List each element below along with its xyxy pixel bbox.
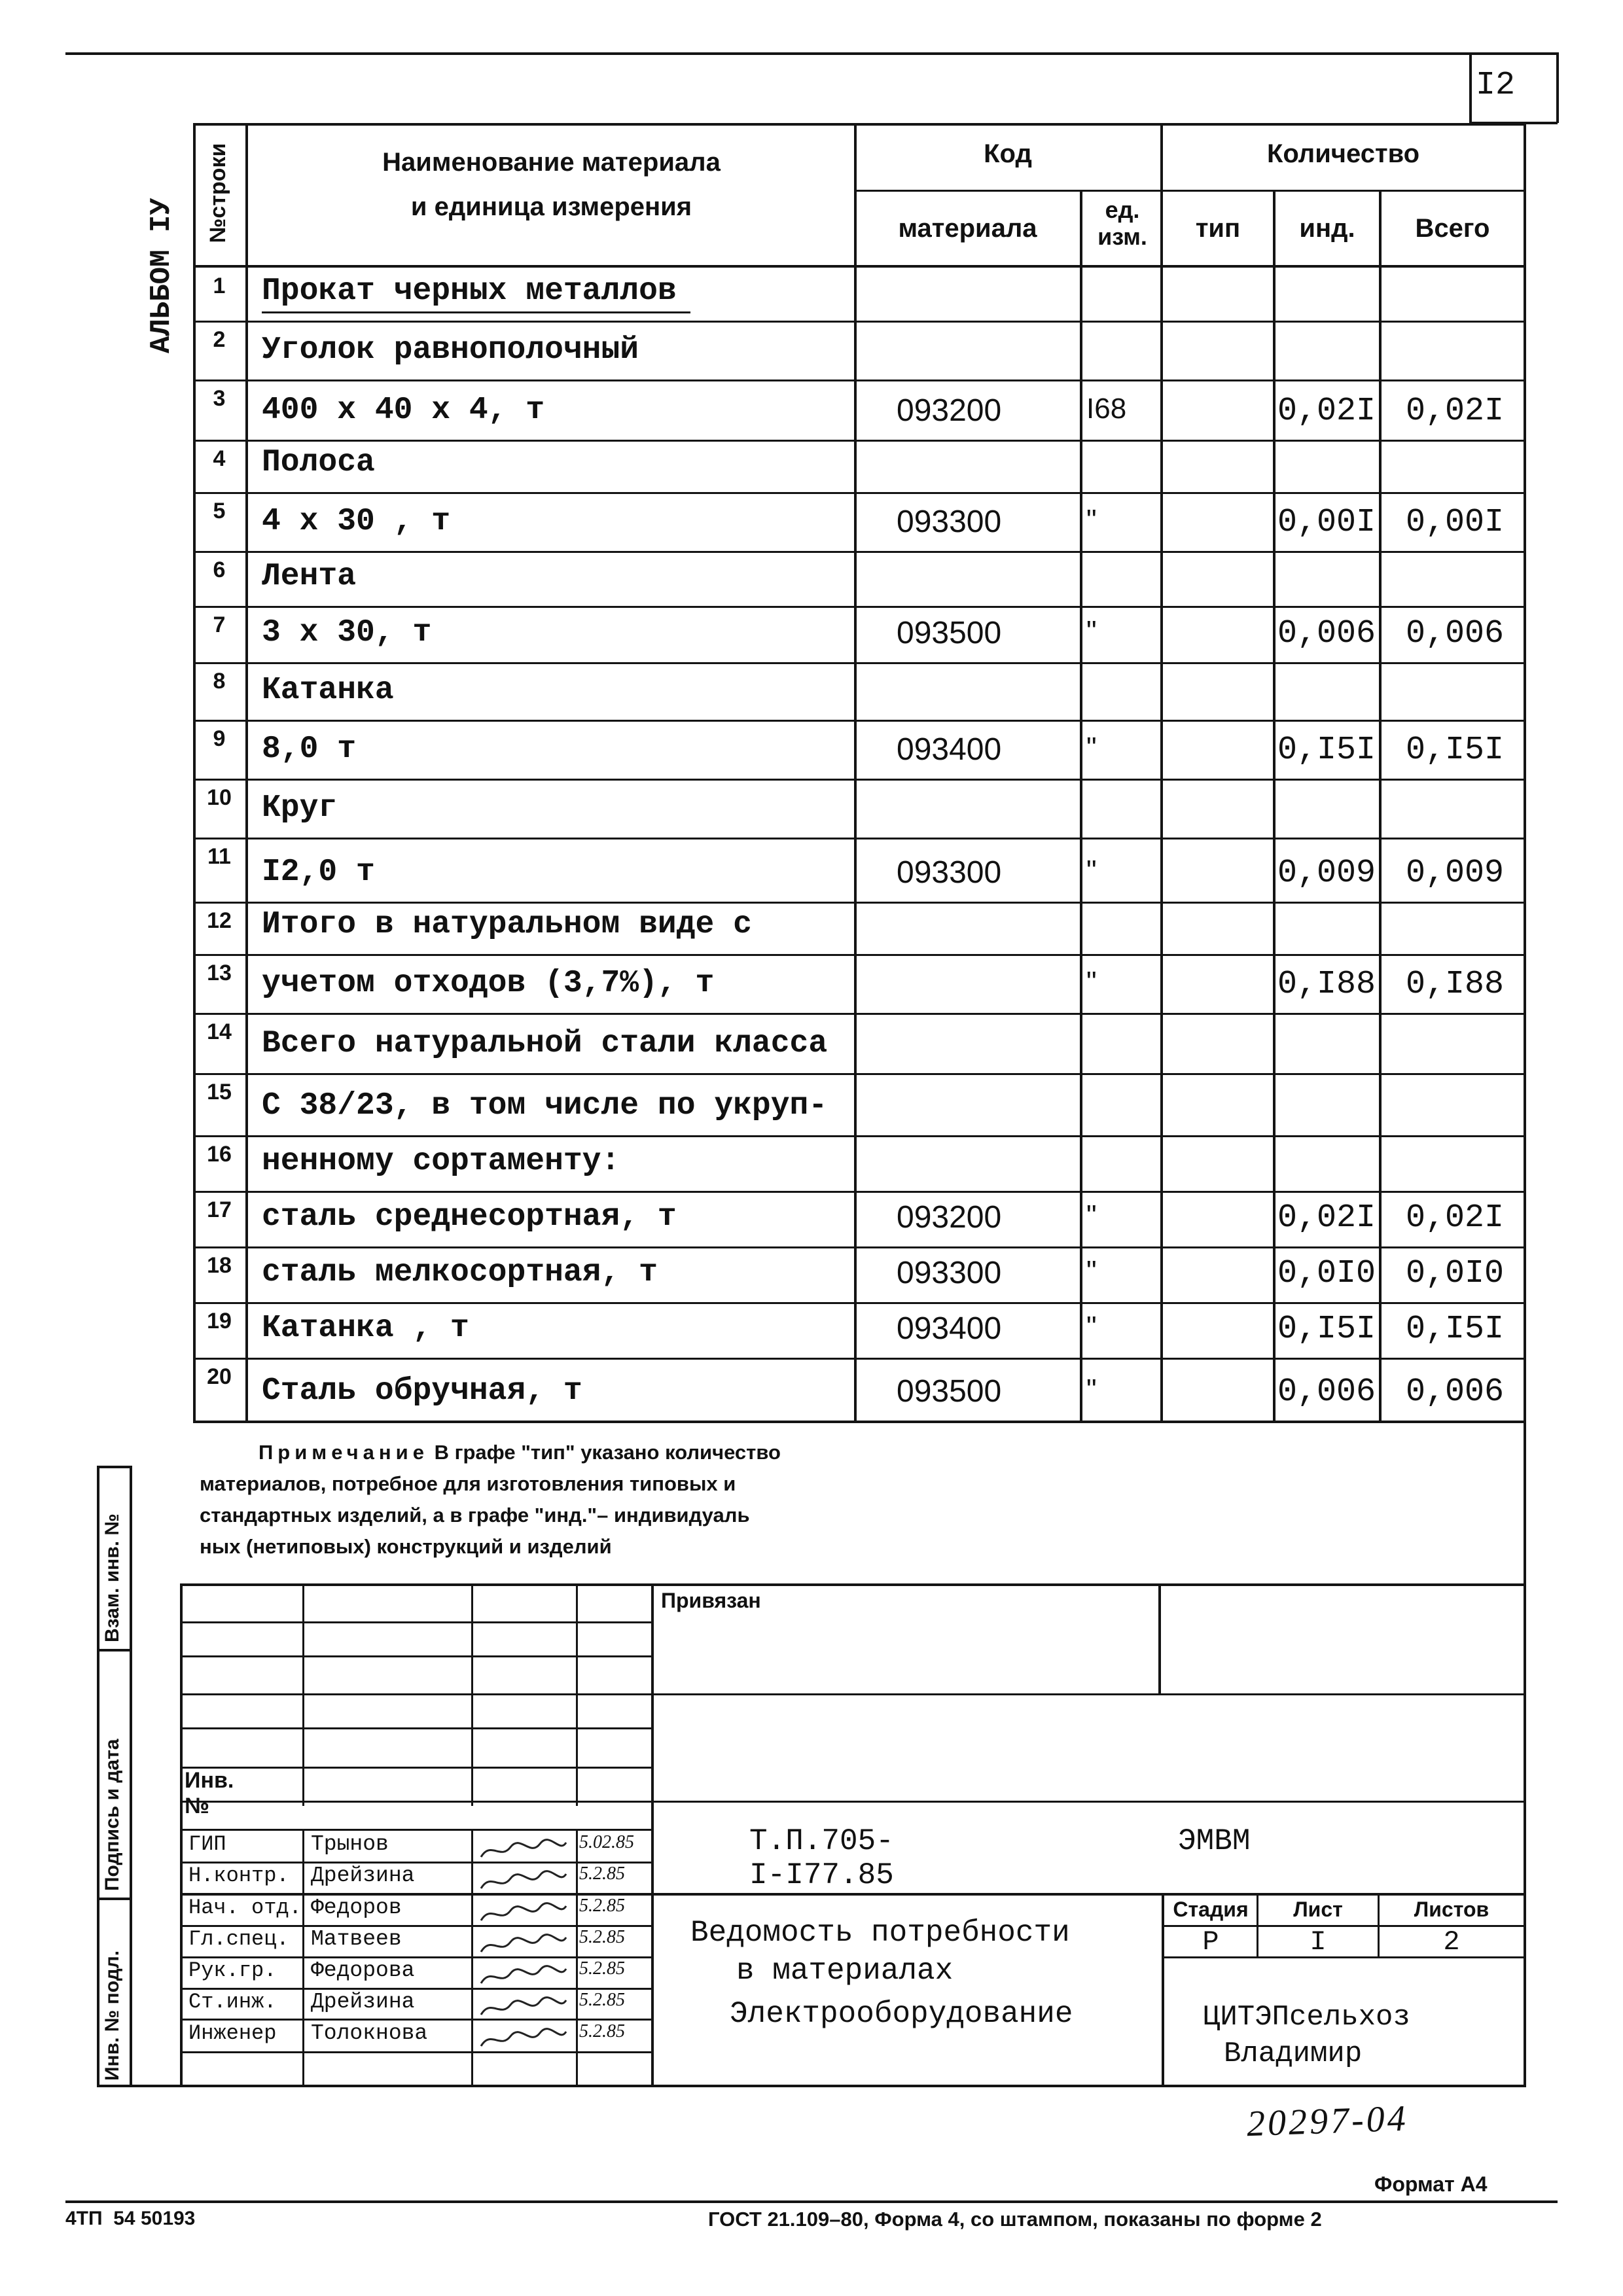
row-divider <box>193 838 1526 839</box>
table-left-border <box>193 123 196 1422</box>
signature <box>478 1901 569 1930</box>
tb-h13 <box>180 2019 651 2021</box>
row-unit: " <box>1086 615 1097 647</box>
row-code: 093200 <box>897 1200 1002 1235</box>
row-code: 093300 <box>897 855 1002 890</box>
table-right-border <box>1524 123 1526 1422</box>
row-name: С 38/23, в том числе по укруп- <box>262 1088 828 1123</box>
staff-role: Гл.спец. <box>188 1927 289 1951</box>
row-divider <box>193 492 1526 494</box>
row-total: 0,00I <box>1406 504 1505 541</box>
staff-role: Нач. отд. <box>188 1896 302 1920</box>
row-unit: " <box>1086 855 1097 887</box>
privyazan-label: Привязан <box>661 1589 761 1612</box>
row-divider <box>193 662 1526 664</box>
row-code: 093400 <box>897 1311 1002 1346</box>
row-name: Сталь обручная, т <box>262 1373 582 1409</box>
row-code: 093300 <box>897 504 1002 539</box>
row-number: 20 <box>207 1364 232 1389</box>
row-total: 0,009 <box>1406 855 1505 892</box>
tb-privyazan-div <box>1158 1583 1161 1695</box>
staff-role: Рук.гр. <box>188 1958 277 1983</box>
note-line-4: ных (нетиповых) конструкций и изделий <box>200 1535 612 1558</box>
stage-box-left <box>1162 1893 1164 2086</box>
tb-left <box>180 1583 183 2087</box>
row-number: 19 <box>207 1309 232 1333</box>
row-divider <box>193 1246 1526 1248</box>
row-number: 10 <box>207 785 232 810</box>
row-divider <box>193 954 1526 956</box>
row-code: 093300 <box>897 1256 1002 1290</box>
table-top-border <box>193 123 1526 126</box>
staff-date: 5.2.85 <box>579 1927 625 1947</box>
row-unit: " <box>1086 1199 1097 1231</box>
org-line1: ЦИТЭПсельхоз <box>1203 2001 1410 2034</box>
album-label: АЛЬБОМ IУ <box>145 198 178 353</box>
header-name-line1: Наименование материала <box>382 148 721 177</box>
row-number: 9 <box>213 726 226 751</box>
staff-name: Федоров <box>311 1896 402 1920</box>
col-code-right <box>1080 190 1082 1422</box>
header-code: Код <box>984 139 1032 168</box>
staff-date: 5.2.85 <box>579 1990 625 2010</box>
side-label-podpis: Подпись и дата <box>101 1739 123 1891</box>
row-number: 16 <box>207 1142 232 1167</box>
row-number: 2 <box>213 327 226 352</box>
org-line2: Владимир <box>1224 2038 1363 2070</box>
row-name: 400 х 40 х 4, т <box>262 393 545 428</box>
staff-date: 5.2.85 <box>579 1958 625 1979</box>
tb-right <box>1524 1583 1526 2087</box>
staff-name: Федорова <box>311 1958 415 1983</box>
sheet-number: I2 <box>1476 67 1516 104</box>
row-unit: " <box>1086 732 1097 764</box>
row-total: 0,0I0 <box>1406 1255 1505 1292</box>
row-divider <box>193 902 1526 904</box>
staff-name: Трынов <box>311 1832 389 1856</box>
side-strip-div2 <box>97 1898 132 1900</box>
side-strip-left <box>97 1466 99 2087</box>
side-strip-bottom <box>97 2085 132 2087</box>
row-number: 6 <box>213 557 226 582</box>
sheet-label: Лист <box>1293 1898 1343 1921</box>
staff-name: Дрейзина <box>311 1863 415 1888</box>
tb-h1 <box>180 1621 651 1623</box>
staff-role: ГИП <box>188 1832 226 1856</box>
row-name: сталь мелкосортная, т <box>262 1255 658 1290</box>
side-strip-div1 <box>97 1649 132 1651</box>
header-qty-total: Всего <box>1415 214 1490 243</box>
row-total: 0,02I <box>1406 393 1505 430</box>
row-number: 5 <box>213 499 226 523</box>
staff-name: Матвеев <box>311 1927 402 1951</box>
staff-date: 5.2.85 <box>579 1863 625 1884</box>
tb-h3 <box>180 1693 1526 1695</box>
side-label-inv-podl: Инв. № подл. <box>101 1950 123 2081</box>
row-name: Круг <box>262 790 338 826</box>
row-total: 0,006 <box>1406 1373 1505 1411</box>
table-header-bottom <box>193 265 1526 268</box>
row-divider <box>193 380 1526 381</box>
header-row-number <box>205 124 231 262</box>
tb-h5 <box>180 1767 651 1769</box>
row-total: 0,006 <box>1406 615 1505 652</box>
row-total: 0,I5I <box>1406 732 1505 769</box>
tb-h14 <box>180 2051 651 2053</box>
header-code-material: материала <box>898 214 1037 243</box>
header-quantity: Количество <box>1266 139 1420 168</box>
row-ind: 0,006 <box>1277 1373 1376 1411</box>
row-divider <box>193 1191 1526 1193</box>
row-divider <box>193 1302 1526 1304</box>
footer-gost: ГОСТ 21.109–80, Форма 4, со штампом, показаны по форме 2 <box>708 2208 1322 2231</box>
staff-role: Н.контр. <box>188 1863 289 1888</box>
note-line-2: материалов, потребное для изготовления типовых и <box>200 1472 736 1495</box>
row-divider <box>193 606 1526 608</box>
doc-mark: ЭМВМ <box>1178 1824 1251 1858</box>
doc-title-line3: Электрооборудование <box>730 1997 1073 2031</box>
note-right-border <box>1524 1422 1526 1585</box>
row-unit: I68 <box>1086 393 1127 425</box>
tb-v4 <box>651 1583 654 2086</box>
row-name: 3 х 30, т <box>262 615 432 650</box>
stage-label: Стадия <box>1173 1898 1249 1921</box>
row-name: 4 х 30 , т <box>262 504 451 539</box>
signature <box>478 1837 569 1867</box>
row-name: Катанка , т <box>262 1311 469 1346</box>
row-divider <box>193 720 1526 722</box>
frame-right-line <box>1556 52 1559 123</box>
row-name: Катанка <box>262 673 394 708</box>
row-divider <box>193 321 1526 323</box>
row-number: 17 <box>207 1197 232 1222</box>
row-divider <box>193 1135 1526 1137</box>
row-total: 0,I88 <box>1406 966 1505 1003</box>
row-number: 3 <box>213 386 226 411</box>
row-number: 15 <box>207 1080 232 1104</box>
col-typ-right <box>1273 190 1275 1422</box>
row-ind: 0,I88 <box>1277 966 1376 1003</box>
table-subheader-line <box>854 190 1526 192</box>
row-unit: " <box>1086 1373 1097 1405</box>
row-name: 8,0 т <box>262 732 357 767</box>
header-qty-ind: инд. <box>1299 214 1355 243</box>
row-divider <box>193 779 1526 781</box>
note-line-3: стандартных изделий, а в графе "инд."– индивидуаль <box>200 1504 750 1527</box>
side-label-vzam: Взам. инв. № <box>101 1513 123 1642</box>
row-ind: 0,006 <box>1277 615 1376 652</box>
staff-date: 5.2.85 <box>579 2021 625 2041</box>
row-divider <box>193 1073 1526 1075</box>
col-name-right <box>854 123 857 1422</box>
row-ind: 0,02I <box>1277 393 1376 430</box>
signature <box>478 1995 569 2024</box>
row-unit: " <box>1086 966 1097 998</box>
row-name: Итого в натуральном виде с <box>262 907 752 942</box>
note-line-1 <box>200 1437 781 1468</box>
row-divider <box>193 551 1526 553</box>
organization <box>1171 1999 1410 2072</box>
row-name: Всего натуральной стали класса <box>262 1026 828 1061</box>
sheet-value: I <box>1310 1926 1327 1958</box>
row-ind: 0,02I <box>1277 1199 1376 1237</box>
staff-role: Инженер <box>188 2021 277 2045</box>
staff-role: Ст.инж. <box>188 1990 277 2014</box>
row-ind: 0,009 <box>1277 855 1376 892</box>
header-name-line2: и единица измерения <box>410 192 692 221</box>
row-divider <box>193 1358 1526 1360</box>
row-total: 0,I5I <box>1406 1311 1505 1348</box>
row-ind: 0,0I0 <box>1277 1255 1376 1292</box>
note-line1-text: В графе "тип" указано количество <box>434 1441 781 1464</box>
signature <box>478 1964 569 1993</box>
row-ind: 0,I5I <box>1277 1311 1376 1348</box>
doc-title <box>690 1914 1073 2033</box>
table-bottom-border <box>193 1421 1526 1423</box>
row-ind: 0,I5I <box>1277 732 1376 769</box>
row-number: 18 <box>207 1253 232 1278</box>
format-label: Формат А4 <box>1374 2172 1488 2196</box>
staff-name: Дрейзина <box>311 1990 415 2014</box>
inv-no-label: Инв. № <box>185 1768 234 1818</box>
row-code: 093500 <box>897 616 1002 650</box>
row-number: 1 <box>213 274 226 298</box>
tb-top <box>180 1583 1526 1586</box>
row-unit: " <box>1086 1311 1097 1343</box>
row-name: Лента <box>262 559 357 594</box>
doc-designation: Т.П.705-I-I77.85 <box>749 1824 894 1892</box>
row-name: ненному сортаменту: <box>262 1144 620 1179</box>
row-unit: " <box>1086 504 1097 536</box>
header-qty-type: тип <box>1195 214 1241 243</box>
row-ind: 0,00I <box>1277 504 1376 541</box>
staff-date: 5.02.85 <box>579 1832 634 1852</box>
row-number: 4 <box>213 446 226 471</box>
frame-top-line <box>65 52 1558 55</box>
handwritten-number: 20297-04 <box>1245 2098 1409 2145</box>
tb-h2 <box>180 1655 651 1657</box>
tb-h6 <box>180 1801 1526 1803</box>
row-name: учетом отходов (3,7%), т <box>262 966 715 1001</box>
row-total: 0,02I <box>1406 1199 1505 1237</box>
row-name: I2,0 т <box>262 855 375 890</box>
row-name: Полоса <box>262 445 375 480</box>
row-number: 14 <box>207 1019 232 1044</box>
footer-line <box>65 2200 1558 2203</box>
col-rowno-right <box>245 123 248 1422</box>
signature <box>478 2026 569 2056</box>
tb-h7 <box>180 1829 651 1831</box>
sheets-label: Листов <box>1414 1898 1489 1921</box>
row-divider <box>193 440 1526 442</box>
row1-underline <box>262 311 690 313</box>
doc-title-line1: Ведомость потребности <box>690 1916 1070 1950</box>
signature <box>478 1932 569 1962</box>
row-number: 12 <box>207 908 232 933</box>
sheet-number-box-left <box>1469 52 1472 123</box>
col-unit-right <box>1160 123 1163 1422</box>
row-number: 8 <box>213 669 226 694</box>
note-block <box>200 1437 781 1563</box>
staff-name: Толокнова <box>311 2021 428 2045</box>
col-ind-right <box>1379 190 1382 1422</box>
row-number: 7 <box>213 612 226 637</box>
footer-left-code: 4ТП 54 50193 <box>65 2208 196 2229</box>
row-code: 093400 <box>897 732 1002 767</box>
tb-bottom <box>130 2085 1526 2087</box>
row-name: Прокат черных металлов <box>262 274 677 309</box>
row-number: 13 <box>207 961 232 985</box>
side-strip-top <box>97 1466 132 1468</box>
row-unit: " <box>1086 1255 1097 1287</box>
header-name <box>249 147 854 222</box>
row-name: Уголок равнополочный <box>262 332 639 368</box>
row-number: 11 <box>207 844 231 869</box>
header-row-number-text: №строки <box>205 143 230 243</box>
staff-date: 5.2.85 <box>579 1896 625 1916</box>
row-divider <box>193 1013 1526 1015</box>
row-code: 093500 <box>897 1374 1002 1409</box>
row-code: 093200 <box>897 393 1002 428</box>
note-lead: Примечание <box>259 1441 429 1464</box>
side-strip-right <box>130 1466 132 2087</box>
sheets-value: 2 <box>1443 1926 1460 1958</box>
stage-value: Р <box>1202 1926 1219 1958</box>
tb-h4 <box>180 1727 651 1729</box>
signature <box>478 1869 569 1898</box>
row-name: сталь среднесортная, т <box>262 1199 677 1235</box>
header-code-unit: ед. изм. <box>1097 196 1147 251</box>
doc-title-line2: в материалах <box>736 1954 954 1988</box>
